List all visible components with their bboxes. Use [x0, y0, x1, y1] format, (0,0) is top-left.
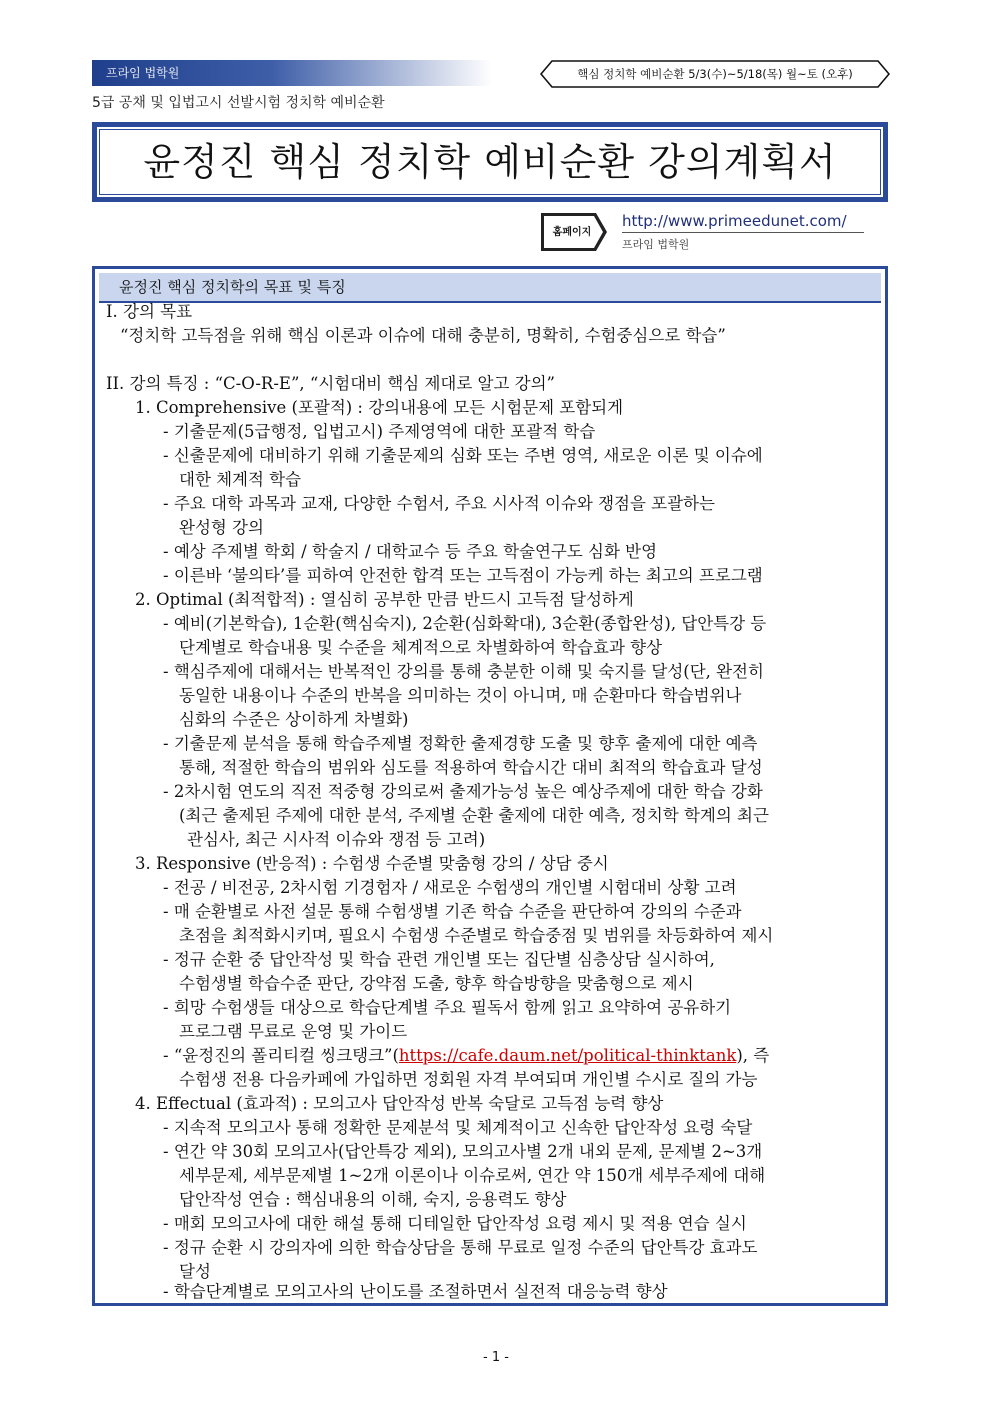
- homepage-url-link[interactable]: http://www.primeedunet.com/: [622, 212, 864, 233]
- content-line: 단계별로 학습내용 및 수준을 체계적으로 차별화하여 학습효과 향상: [179, 638, 663, 657]
- content-line: - 예상 주제별 학회 / 학술지 / 대학교수 등 주요 학술연구도 심화 반영: [163, 542, 658, 561]
- content-line: - 학습단계별로 모의고사의 난이도를 조절하면서 실전적 대응능력 향상: [163, 1282, 668, 1301]
- course-info-banner: [540, 60, 890, 88]
- content-line: 달성: [179, 1262, 211, 1281]
- content-line: 통해, 적절한 학습의 범위와 심도를 적용하여 학습시간 대비 최적의 학습효과 달성: [179, 758, 763, 777]
- content-line-cafe: [163, 1044, 769, 1068]
- content-line: - 기출문제(5급행정, 입법고시) 주제영역에 대한 포괄적 학습: [163, 422, 596, 441]
- content-line: 세부문제, 세부문제별 1~2개 이론이나 이슈로써, 연간 약 150개 세부주제에 대해: [179, 1166, 766, 1185]
- content-line: 수험생 전용 다음카페에 가입하면 정회원 자격 부여되며 개인별 수시로 질의 가능: [179, 1070, 758, 1089]
- org-tag: 프라임 법학원: [92, 60, 492, 86]
- cafe-line-suffix: ), 즉: [736, 1046, 770, 1065]
- content-line: (최근 출제된 주제에 대한 분석, 주제별 순환 출제에 대한 예측, 정치학 학계의 최근: [179, 806, 769, 825]
- title-box: [92, 122, 888, 202]
- content-line: - 매 순환별로 사전 설문 통해 수험생별 기존 학습 수준을 판단하여 강의의 수준과: [163, 902, 742, 921]
- content-line: 답안작성 연습 : 핵심내용의 이해, 숙지, 응용력도 향상: [179, 1190, 567, 1209]
- content-line: - 연간 약 30회 모의고사(답안특강 제외), 모의고사별 2개 내외 문제, 문제별 2~3개: [163, 1142, 763, 1161]
- page-subtitle: 5급 공채 및 입법고시 선발시험 정치학 예비순환: [92, 95, 385, 111]
- content-line: - 이른바 ‘불의타’를 피하여 안전한 합격 또는 고득점이 가능케 하는 최고의 프로그램: [163, 566, 763, 585]
- content-line: 3. Responsive (반응적) : 수험생 수준별 맞춤형 강의 / 상담 중시: [135, 854, 609, 873]
- content-line: - 신출문제에 대비하기 위해 기출문제의 심화 또는 주변 영역, 새로운 이론 및 이슈에: [163, 446, 763, 465]
- cafe-link[interactable]: https://cafe.daum.net/political-thinktank: [398, 1046, 737, 1065]
- content-line: 관심사, 최근 시사적 이슈와 쟁점 등 고려): [187, 830, 486, 849]
- homepage-badge: [540, 212, 608, 252]
- content-line: 1. Comprehensive (포괄적) : 강의내용에 모든 시험문제 포함되게: [135, 398, 624, 417]
- content-line: “정치학 고득점을 위해 핵심 이론과 이슈에 대해 충분히, 명확히, 수험중심으로 학습”: [120, 326, 726, 345]
- content-line: - 지속적 모의고사 통해 정확한 문제분석 및 체계적이고 신속한 답안작성 요령 숙달: [163, 1118, 753, 1137]
- content-line: 프로그램 무료로 운영 및 가이드: [179, 1022, 408, 1041]
- content-line: - 예비(기본학습), 1순환(핵심숙지), 2순환(심화확대), 3순환(종합완성), 답안특강 등: [163, 614, 767, 633]
- page-title: 윤정진 핵심 정치학 예비순환 강의계획서: [143, 140, 837, 184]
- content-line: - 매회 모의고사에 대한 해설 통해 디테일한 답안작성 요령 제시 및 적용 연습 실시: [163, 1214, 747, 1233]
- content-line: 동일한 내용이나 수준의 반복을 의미하는 것이 아니며, 매 순환마다 학습범위나: [179, 686, 742, 705]
- homepage-badge-label: 홈페이지: [552, 227, 592, 238]
- content-line: - 핵심주제에 대해서는 반복적인 강의를 통해 충분한 이해 및 숙지를 달성(단, 완전히: [163, 662, 764, 681]
- content-line: - 희망 수험생들 대상으로 학습단계별 주요 필독서 함께 읽고 요약하여 공유하기: [163, 998, 732, 1017]
- content-line: 2. Optimal (최적합적) : 열심히 공부한 만큼 반드시 고득점 달성하게: [135, 590, 634, 609]
- content-line: 수험생별 학습수준 판단, 강약점 도출, 향후 학습방향을 맞춤형으로 제시: [179, 974, 694, 993]
- homepage-org-name: 프라임 법학원: [622, 238, 690, 251]
- content-line: I. 강의 목표: [106, 302, 193, 321]
- content-line: - 전공 / 비전공, 2차시험 기경험자 / 새로운 수험생의 개인별 시험대비 상황 고려: [163, 878, 737, 897]
- content-line: - 정규 순환 시 강의자에 의한 학습상담을 통해 무료로 일정 수준의 답안특강 효과도: [163, 1238, 758, 1257]
- content-line: 심화의 수준은 상이하게 차별화): [179, 710, 409, 729]
- section-title: 윤정진 핵심 정치학의 목표 및 특징: [99, 273, 881, 303]
- content-line: - 2차시험 연도의 직전 적중형 강의로써 출제가능성 높은 예상주제에 대한 학습 강화: [163, 782, 763, 801]
- content-line: - 정규 순환 중 답안작성 및 학습 관련 개인별 또는 집단별 심층상담 실시하여,: [163, 950, 715, 969]
- content-line: - 주요 대학 과목과 교재, 다양한 수험서, 주요 시사적 이슈와 쟁점을 포괄하는: [163, 494, 715, 513]
- content-line: II. 강의 특징 : “C-O-R-E”, “시험대비 핵심 제대로 알고 강의”: [106, 374, 555, 393]
- page-number: - 1 -: [483, 1350, 509, 1365]
- course-info-text: 핵심 정치학 예비순환 5/3(수)~5/18(목) 월~토 (오후): [577, 67, 853, 81]
- content-line: 완성형 강의: [179, 518, 264, 537]
- cafe-line-prefix: - “윤정진의 폴리티컬 씽크탱크”(: [163, 1046, 399, 1065]
- content-line: 4. Effectual (효과적) : 모의고사 답안작성 반복 숙달로 고득점 능력 향상: [135, 1094, 664, 1113]
- content-line: 대한 체계적 학습: [179, 470, 302, 489]
- content-line: - 기출문제 분석을 통해 학습주제별 정확한 출제경향 도출 및 향후 출제에 대한 예측: [163, 734, 758, 753]
- content-line: 초점을 최적화시키며, 필요시 수험생 수준별로 학습중점 및 범위를 차등화하여 제시: [179, 926, 774, 945]
- homepage-block: [540, 212, 870, 256]
